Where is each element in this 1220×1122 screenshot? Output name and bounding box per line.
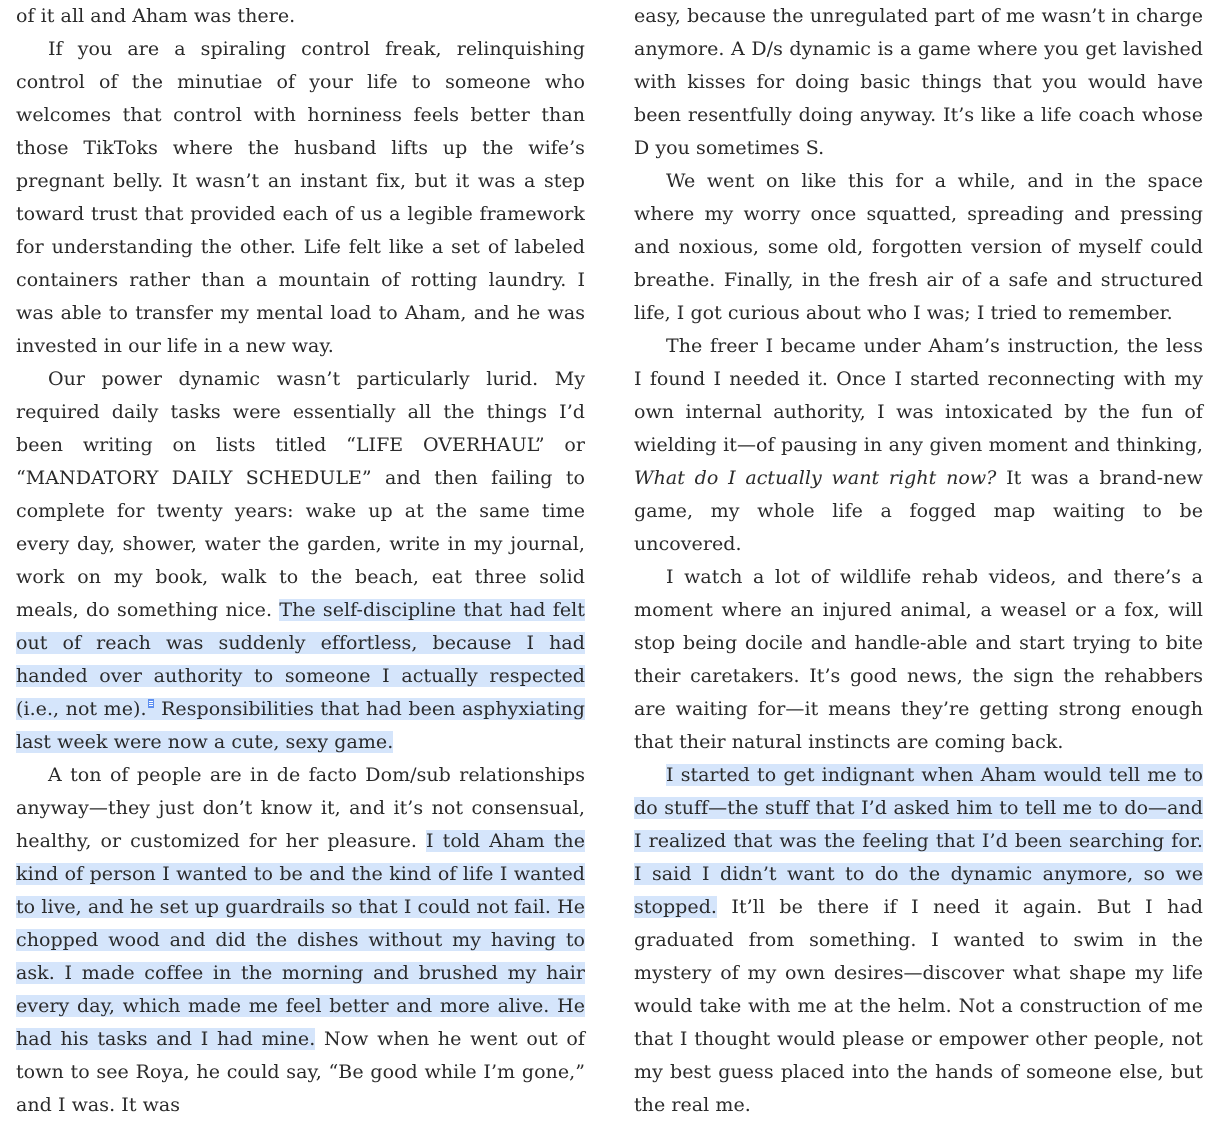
left-text-column [16,0,585,1122]
paragraph-text: A ton of people are in de facto Dom/sub relationships anyway—they just don’t know it, and it’s not consensual, healthy, or customized for her pleasure. [16,764,585,852]
paragraph [16,33,585,363]
paragraph [634,759,1203,1122]
highlighted-passage[interactable]: I started to get indignant when Aham would tell me to do stuff—the stuff that I’d asked him to tell me to do—and I realized that was the feeling that I’d been searching for. I said I didn’t want to do the dynamic anymore, so we stopped. [634,764,1203,918]
paragraph-text: It’ll be there if I need it again. But I had graduated from something. I wanted to swim in the mystery of my own desires—discover what shape my life would take with me at the helm. Not a construction of me that I thought would please or empower other people, not my best guess placed into the hands of someone else, but the real me. [634,896,1203,1116]
paragraph [634,0,1203,165]
paragraph-text: The freer I became under Aham’s instruction, the less I found I needed it. Once I started reconnecting with my own internal authority, I was intoxicated by the fun of wielding it—of pausing in any given moment and thinking, [634,335,1203,456]
highlighted-passage[interactable]: I told Aham the kind of person I wanted to be and the kind of life I wanted to live, and he set up guardrails so that I could not fail. He chopped wood and did the dishes without my having to ask. I made coffee in the morning and brushed my hair every day, which made me feel better and more alive. He had his tasks and I had mine. [16,830,585,1050]
paragraph-text: Our power dynamic wasn’t particularly lurid. My required daily tasks were essentially all the things I’d been writing on lists titled “LIFE OVERHAUL” or “MANDATORY DAILY SCHEDULE” and then failing to complete for twenty years: wake up at the same time every day, shower, water the garden, write in my journal, work on my book, walk to the beach, eat three solid meals, do something nice. [16,368,585,621]
paragraph-text: of it all and Aham was there. [16,5,296,27]
paragraph [634,330,1203,561]
paragraph [16,759,585,1122]
paragraph-text: Now when he went out of town to see Roya, he could say, “Be good while I’m gone,” and I was. It was [16,1028,586,1116]
paragraph-text: We went on like this for a while, and in the space where my worry once squatted, spreading and pressing and noxious, some old, forgotten version of myself could breathe. Finally, in the fresh air of a safe and structured life, I got curious about who I was; I tried to remember. [634,170,1203,324]
paragraph-text: I watch a lot of wildlife rehab videos, and there’s a moment where an injured animal, a weasel or a fox, will stop being docile and handle-able and start trying to bite their caretakers. It’s good news, the sign the rehabbers are waiting for—it means they’re getting strong enough that their natural instincts are coming back. [634,566,1203,753]
highlighted-passage-gap[interactable] [147,698,162,720]
italic-thought: What do I actually want right now? [634,467,997,489]
paragraph [16,0,585,33]
paragraph-text: If you are a spiraling control freak, relinquishing control of the minutiae of your life to someone who welcomes that control with horniness feels better than those TikToks where the husband lifts up the wife’s pregnant belly. It wasn’t an instant fix, but it was a step toward trust that provided each of us a legible framework for understanding the other. Life felt like a set of labeled containers rather than a mountain of rotting laundry. I was able to transfer my mental load to Aham, and he was invested in our life in a new way. [16,38,585,357]
paragraph [16,363,585,759]
note-icon[interactable] [148,699,154,708]
highlighted-passage[interactable]: The self-discipline that had felt out of reach was suddenly effortless, because I had handed over authority to someone I actually respected (i.e., not me). [16,599,585,720]
paragraph-text: It was a brand-new game, my whole life a fogged map waiting to be uncovered. [634,467,1203,555]
paragraph-text: easy, because the unregulated part of me wasn’t in charge anymore. A D/s dynamic is a game where you get lavished with kisses for doing basic things that you would have been resentfully doing anyway. It’s like a life coach whose D you sometimes S. [634,5,1203,159]
paragraph [634,561,1203,759]
highlighted-passage[interactable]: Responsibilities that had been asphyxiating last week were now a cute, sexy game. [16,698,585,753]
right-text-column [634,0,1203,1122]
paragraph [634,165,1203,330]
